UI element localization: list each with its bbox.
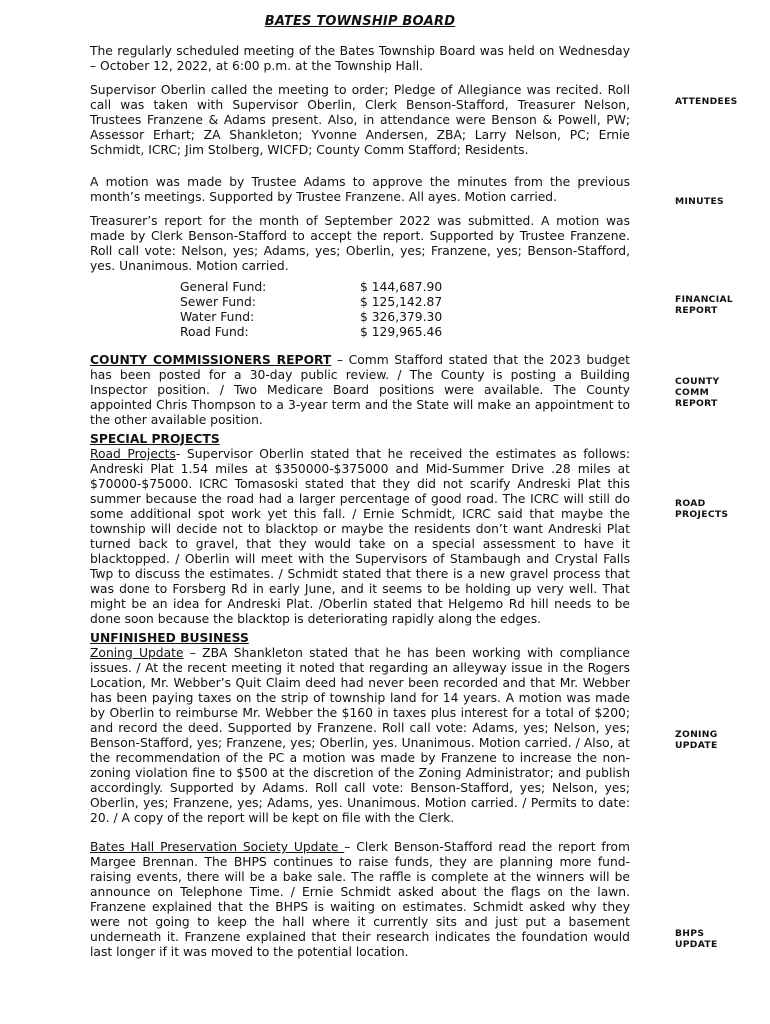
road-projects-paragraph bbox=[90, 447, 630, 627]
side-label-line: UPDATE bbox=[675, 740, 718, 751]
fund-name: Sewer Fund: bbox=[180, 295, 256, 309]
fund-amount: $ 326,379.30 bbox=[360, 310, 443, 324]
fund-balances-table bbox=[180, 280, 442, 340]
bhps-update-text: – Clerk Benson-Stafford read the report from Margee Brennan. The BHPS continues to raise funds, they are planning more fund-raising events, there will be a bake sale. The raffle is complete at the winners will be announce on Telephone Time. / Ernie Schmidt asked about the flags on the lawn. Franzene explained that the BHPS is waiting on estimates. Schmidt asked why they were not going to keep the hall where it currently sits and just put a basement underneath it. Franzene explained that their research indicates the foundation would last longer if it was moved to the potential location. bbox=[90, 840, 631, 959]
road-projects-label: Road Projects bbox=[90, 447, 176, 461]
fund-row bbox=[180, 295, 442, 310]
side-label-line: ZONING bbox=[675, 729, 718, 740]
side-label-minutes bbox=[675, 196, 724, 207]
side-label-attendees bbox=[675, 96, 738, 107]
county-report-paragraph bbox=[90, 353, 630, 428]
side-label-line: COUNTY bbox=[675, 376, 720, 387]
road-projects-text: - Supervisor Oberlin stated that he received the estimates as follows: Andreski Plat 1.54 miles at $350000-$375000 and Mid-Summer Drive .28 miles at $70000-$75000. ICRC Tomasoski stated that they did not scarify Andreski Plat this summer because the road had a larger percentage of good road. The ICRC will still do some additional spot work yet this fall. / Ernie Schmidt, ICRC said that maybe the township will decide not to blacktop or maybe the residents don’t want Andreski Plat turned back to gravel, that they would take on a special assessment to have it blacktopped. / Oberlin will meet with the Supervisors of Stambaugh and Crystal Falls Twp to discuss the estimates. / Schmidt stated that there is a new gravel process that was done to Forsberg Rd in early June, and it seems to be holding up very well. That might be an idea for Andreski Plat. /Oberlin stated that Helgemo Rd hill needs to be done soon because the blacktop is deteriorating rapidly along the edges. bbox=[90, 447, 631, 626]
fund-name: General Fund: bbox=[180, 280, 267, 294]
zoning-update-label: Zoning Update bbox=[90, 646, 184, 660]
side-label-zoning-update bbox=[675, 729, 718, 751]
side-label-road-projects bbox=[675, 498, 728, 520]
minutes-paragraph: A motion was made by Trustee Adams to approve the minutes from the previous month’s meetings. Supported by Trustee Franzene. All ayes. Motion carried. bbox=[90, 175, 630, 204]
side-label-line: REPORT bbox=[675, 305, 718, 316]
side-label-line: UPDATE bbox=[675, 939, 718, 950]
fund-name: Road Fund: bbox=[180, 325, 249, 339]
side-label-financial-report bbox=[675, 294, 733, 316]
document-title: BATES TOWNSHIP BOARD bbox=[264, 14, 456, 29]
county-report-heading: COUNTY COMMISSIONERS REPORT bbox=[90, 353, 332, 367]
minutes-body bbox=[90, 44, 630, 969]
fund-amount: $ 144,687.90 bbox=[360, 280, 443, 294]
side-label-county-comm-report bbox=[675, 376, 719, 409]
side-label-line: FINANCIAL bbox=[675, 294, 734, 305]
intro-paragraph: The regularly scheduled meeting of the Bates Township Board was held on Wednesday – October 12, 2022, at 6:00 p.m. at the Township Hall. bbox=[90, 44, 630, 73]
special-projects-heading: SPECIAL PROJECTS bbox=[90, 432, 220, 446]
side-label-line: PROJECTS bbox=[675, 509, 729, 520]
side-label-line: ROAD bbox=[675, 498, 706, 509]
side-label-line: REPORT bbox=[675, 398, 718, 409]
bhps-update-paragraph bbox=[90, 840, 630, 960]
attendees-paragraph: Supervisor Oberlin called the meeting to order; Pledge of Allegiance was recited. Roll call was taken with Supervisor Oberlin, Clerk Benson-Stafford, Treasurer Nelson, Trustees Franzene & Adams present. Also, in attendance were Benson & Powell, PW; Assessor Erhart; ZA Shankleton; Yvonne Andersen, ZBA; Larry Nelson, PC; Ernie Schmidt, ICRC; Jim Stolberg, WICFD; County Comm Stafford; Residents. bbox=[90, 83, 630, 157]
side-label-line: BHPS bbox=[675, 928, 705, 939]
fund-row bbox=[180, 280, 442, 295]
zoning-update-paragraph bbox=[90, 646, 630, 826]
side-label-line: ATTENDEES bbox=[675, 96, 738, 107]
unfinished-business-heading: UNFINISHED BUSINESS bbox=[90, 631, 249, 645]
fund-amount: $ 125,142.87 bbox=[360, 295, 443, 309]
fund-amount: $ 129,965.46 bbox=[360, 325, 443, 339]
treasurer-paragraph: Treasurer’s report for the month of September 2022 was submitted. A motion was made by Clerk Benson-Stafford to accept the report. Supported by Trustee Franzene. Roll call vote: Nelson, yes; Adams, yes; Oberlin, yes; Franzene, yes; Benson-Stafford, yes. Unanimous. Motion carried. bbox=[90, 214, 630, 273]
county-report-text: – Comm Stafford stated that the 2023 budget has been posted for a 30-day public review. / The County is posting a Building Inspector position. / Two Medicare Board positions were available. The County appointed Chris Thompson to a 3-year term and the State will make an appointment to the other available position. bbox=[90, 353, 630, 427]
fund-name: Water Fund: bbox=[180, 310, 255, 324]
bhps-update-label: Bates Hall Preservation Society Update bbox=[90, 840, 345, 854]
fund-row bbox=[180, 325, 442, 340]
fund-row bbox=[180, 310, 442, 325]
side-label-line: MINUTES bbox=[675, 196, 724, 207]
side-label-bhps-update bbox=[675, 928, 718, 950]
side-label-line: COMM bbox=[675, 387, 710, 398]
zoning-update-text: – ZBA Shankleton stated that he has been working with compliance issues. / At the recent meeting it noted that regarding an alleyway issue in the Rogers Location, Mr. Webber’s Quit Claim deed had never been recorded and that Mr. Webber has been paying taxes on the strip of township land for 14 years. A motion was made by Oberlin to reimburse Mr. Webber the $160 in taxes plus interest for a total of $200; and record the deed. Supported by Franzene. Roll call vote: Adams, yes; Nelson, yes; Benson-Stafford, yes; Franzene, yes; Oberlin, yes. Unanimous. Motion carried. / Also, at the recommendation of the PC a motion was made by Franzene to increase the non-zoning violation fine to $500 at the discretion of the Zoning Administrator; and publish accordingly. Supported by Adams. Roll call vote: Benson-Stafford, yes; Nelson, yes; Oberlin, yes; Franzene, yes; Adams, yes. Unanimous. Motion carried. / Permits to date: 20. / A copy of the report will be kept on file with the Clerk. bbox=[90, 646, 631, 825]
